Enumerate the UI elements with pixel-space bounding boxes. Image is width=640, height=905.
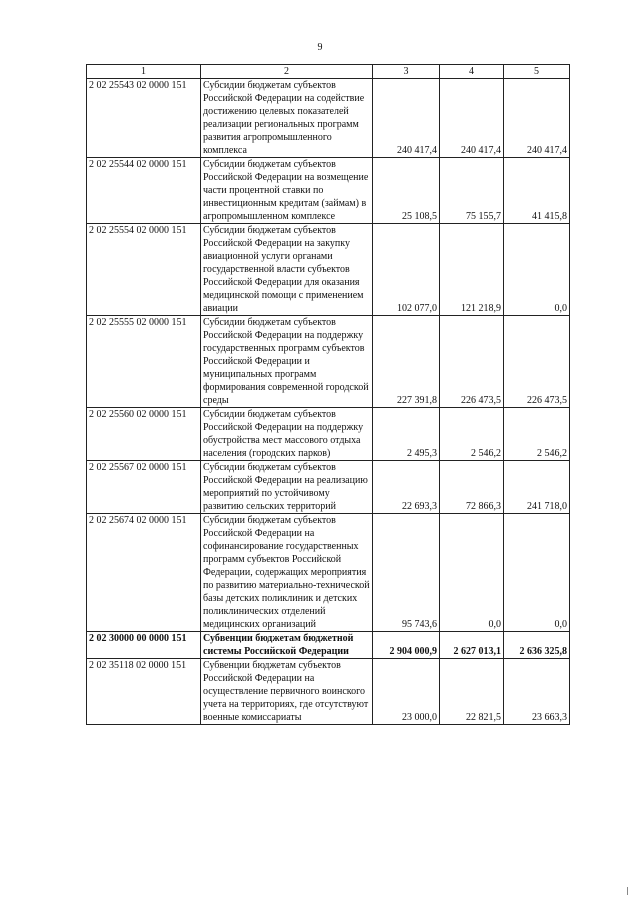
scan-mark: [627, 887, 628, 895]
row-value-5: 226 473,5: [504, 316, 570, 408]
row-code: 2 02 25544 02 0000 151: [87, 158, 201, 224]
row-value-3: 2 904 000,9: [373, 632, 440, 659]
row-value-5: 41 415,8: [504, 158, 570, 224]
table-row: [87, 408, 570, 461]
row-value-3: 227 391,8: [373, 316, 440, 408]
row-value-4: 0,0: [440, 514, 504, 632]
table-row: [87, 158, 570, 224]
row-value-5: 23 663,3: [504, 659, 570, 725]
row-value-4: 121 218,9: [440, 224, 504, 316]
row-name: Субсидии бюджетам субъектов Российской Федерации на поддержку государственных программ субъектов Российской Федерации и муниципальных программ формирования современной городской среды: [201, 316, 373, 408]
table-row: [87, 79, 570, 158]
row-code: 2 02 25543 02 0000 151: [87, 79, 201, 158]
header-col-1: 1: [87, 65, 201, 79]
row-value-4: 72 866,3: [440, 461, 504, 514]
row-code: 2 02 35118 02 0000 151: [87, 659, 201, 725]
row-name: Субсидии бюджетам субъектов Российской Федерации на возмещение части процентной ставки по инвестиционным кредитам (займам) в агропромышленном комплексе: [201, 158, 373, 224]
header-col-3: 3: [373, 65, 440, 79]
page-number: 9: [317, 42, 323, 53]
row-value-4: 2 546,2: [440, 408, 504, 461]
row-value-3: 240 417,4: [373, 79, 440, 158]
row-name: Субвенции бюджетам субъектов Российской Федерации на осуществление первичного воинского учета на территориях, где отсутствуют военные комиссариаты: [201, 659, 373, 725]
row-value-5: 2 546,2: [504, 408, 570, 461]
row-code: 2 02 30000 00 0000 151: [87, 632, 201, 659]
row-name: Субсидии бюджетам субъектов Российской Федерации на поддержку обустройства мест массового отдыха населения (городских парков): [201, 408, 373, 461]
row-value-5: 0,0: [504, 224, 570, 316]
row-code: 2 02 25555 02 0000 151: [87, 316, 201, 408]
row-name: Субсидии бюджетам субъектов Российской Федерации на софинансирование государственных программ субъектов Российской Федерации, содержащих мероприятия по развитию материально-технической базы детских поликлиник и детских поликлинических отделений медицинских организаций: [201, 514, 373, 632]
row-value-4: 75 155,7: [440, 158, 504, 224]
budget-table: [86, 64, 570, 725]
row-name: Субсидии бюджетам субъектов Российской Федерации на содействие достижению целевых показателей реализации региональных программ развития агропромышленного комплекса: [201, 79, 373, 158]
row-value-5: 0,0: [504, 514, 570, 632]
row-name: Субсидии бюджетам субъектов Российской Федерации на реализацию мероприятий по устойчивому развитию сельских территорий: [201, 461, 373, 514]
row-value-5: 240 417,4: [504, 79, 570, 158]
header-col-5: 5: [504, 65, 570, 79]
table-row: [87, 461, 570, 514]
row-value-3: 22 693,3: [373, 461, 440, 514]
row-value-4: 22 821,5: [440, 659, 504, 725]
row-value-3: 23 000,0: [373, 659, 440, 725]
row-value-5: 241 718,0: [504, 461, 570, 514]
row-code: 2 02 25554 02 0000 151: [87, 224, 201, 316]
table-row: [87, 514, 570, 632]
table-row-total: [87, 632, 570, 659]
row-value-5: 2 636 325,8: [504, 632, 570, 659]
row-value-3: 25 108,5: [373, 158, 440, 224]
header-row: [87, 65, 570, 79]
row-value-4: 240 417,4: [440, 79, 504, 158]
header-col-4: 4: [440, 65, 504, 79]
row-value-3: 95 743,6: [373, 514, 440, 632]
row-code: 2 02 25567 02 0000 151: [87, 461, 201, 514]
header-col-2: 2: [201, 65, 373, 79]
row-value-3: 102 077,0: [373, 224, 440, 316]
row-code: 2 02 25674 02 0000 151: [87, 514, 201, 632]
row-code: 2 02 25560 02 0000 151: [87, 408, 201, 461]
row-value-3: 2 495,3: [373, 408, 440, 461]
row-name: Субсидии бюджетам субъектов Российской Федерации на закупку авиационной услуги органами государственной власти субъектов Российской Федерации для оказания медицинской помощи с применением авиации: [201, 224, 373, 316]
table-row: [87, 316, 570, 408]
row-value-4: 226 473,5: [440, 316, 504, 408]
table-row: [87, 659, 570, 725]
row-value-4: 2 627 013,1: [440, 632, 504, 659]
row-name: Субвенции бюджетам бюджетной системы Российской Федерации: [201, 632, 373, 659]
table-row: [87, 224, 570, 316]
